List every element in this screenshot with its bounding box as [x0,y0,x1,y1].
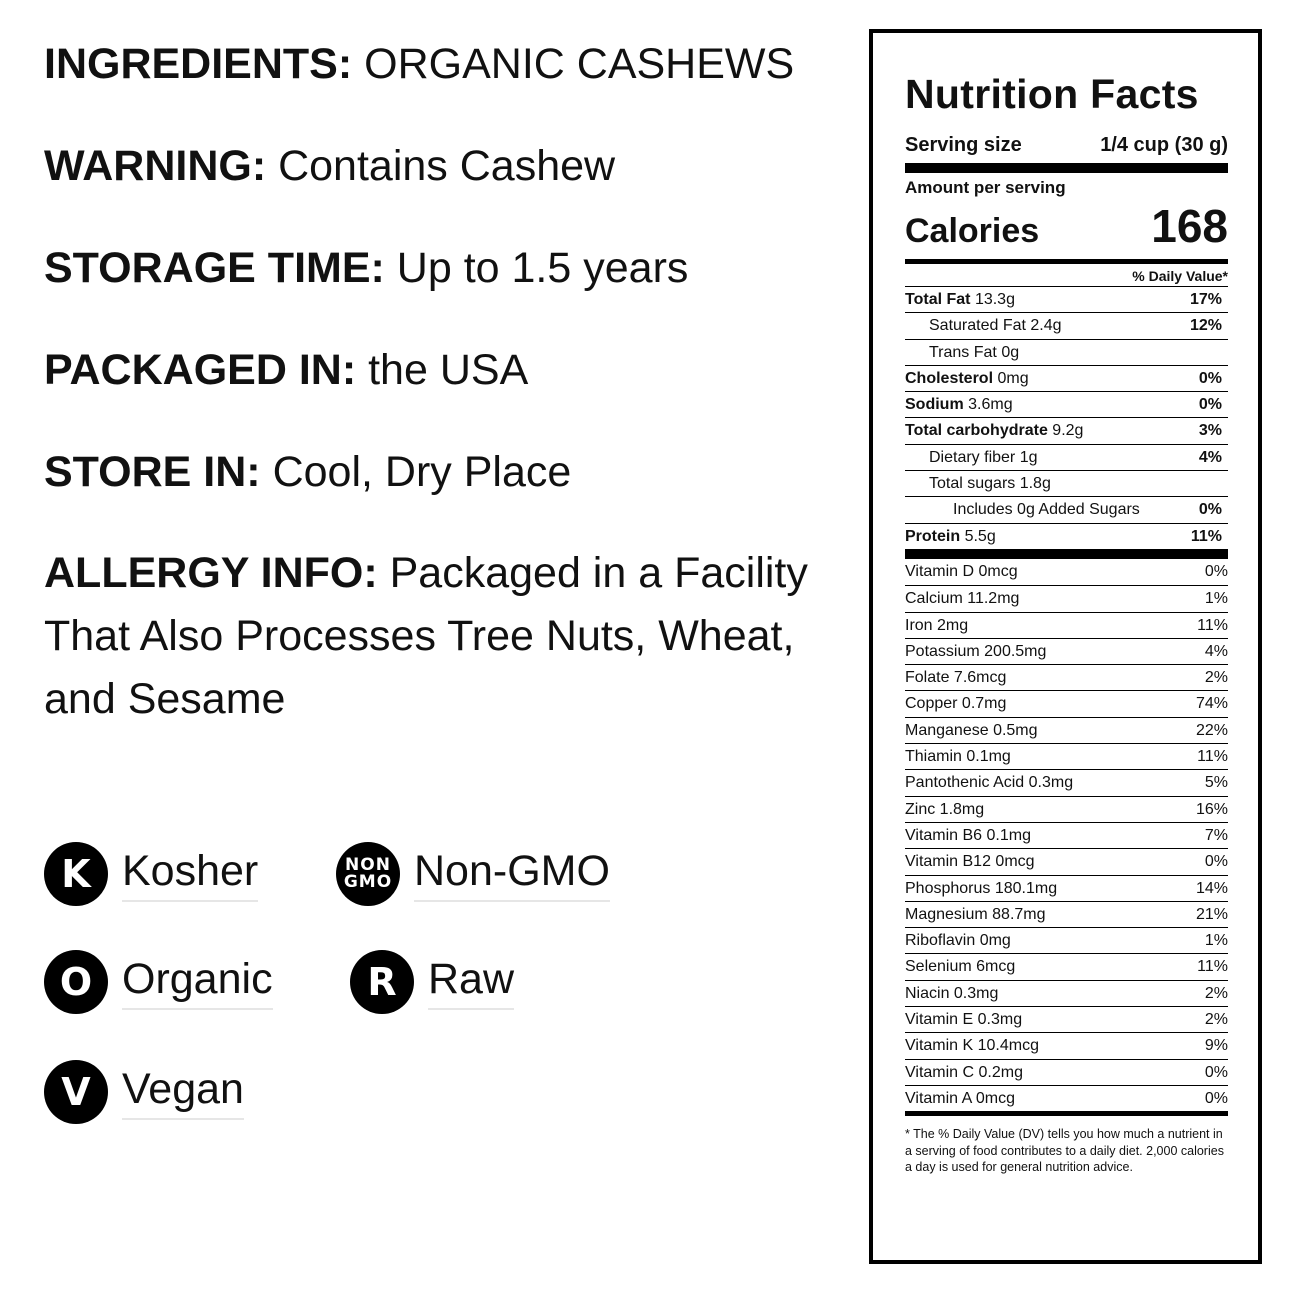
vitamin-list [905,559,1228,1111]
vitamin-name: Niacin 0.3mg [905,984,999,1002]
packaged-in-value: the USA [368,346,529,394]
store-in-line [44,446,844,498]
kosher-icon: K [44,842,108,906]
vitamin-dv: 9% [1204,1037,1228,1055]
store-in-label: STORE IN: [44,448,261,496]
vitamin-name: Iron 2mg [905,616,969,634]
vitamin-dv: 11% [1197,616,1228,634]
vitamin-name: Copper 0.7mg [905,695,1007,713]
badge-raw [350,950,514,1014]
nutrition-facts-content [905,33,1228,1176]
calories-row [905,199,1228,251]
vitamin-dv: 11% [1197,748,1228,766]
storage-time-line [44,242,844,294]
serving-size-value: 1/4 cup (30 g) [1100,134,1228,156]
raw-label: Raw [428,955,514,1010]
vitamin-row [905,822,1228,848]
nutrient-dv: 11% [1190,527,1222,545]
vitamin-row [905,1059,1228,1085]
vitamin-name: Manganese 0.5mg [905,721,1038,739]
vitamin-dv: 4% [1204,642,1228,660]
vitamins-divider [905,549,1228,559]
vitamin-row [905,638,1228,664]
nutrient-row-protein [905,523,1228,549]
vitamin-dv: 22% [1195,721,1228,739]
nutrient-dv [1222,471,1228,496]
organic-icon: O [44,950,108,1014]
nutrient-name: Includes 0g Added Sugars [953,501,1140,519]
nutrition-facts-panel [869,29,1262,1264]
warning-label: WARNING: [44,142,267,190]
vitamin-row [905,1032,1228,1058]
nutrient-name: Dietary fiber 1g [929,448,1038,466]
vitamin-name: Vitamin E 0.3mg [905,1011,1023,1029]
badge-vegan [44,1060,244,1124]
vitamin-row [905,559,1228,585]
nutrient-row-saturated-fat [905,312,1228,338]
nutrient-dv: 0% [1198,501,1222,519]
ingredients-label: INGREDIENTS: [44,40,353,88]
nutrient-name: Total Fat [905,291,971,308]
vitamin-row [905,848,1228,874]
vitamin-name: Thiamin 0.1mg [905,748,1011,766]
vitamin-name: Selenium 6mcg [905,958,1016,976]
nutrient-dv: 12% [1189,317,1222,335]
nutrient-row-total-fat [905,286,1228,312]
nutrition-facts-title: Nutrition Facts [905,71,1199,117]
nutrient-row-cholesterol [905,365,1228,391]
nutrient-row-total-sugars [905,470,1228,496]
nutrient-amount: 0mg [997,369,1029,387]
vitamin-row [905,690,1228,716]
ingredients-value: ORGANIC CASHEWS [364,40,795,88]
nutrient-name: Total carbohydrate [905,422,1048,440]
vitamin-name: Vitamin B12 0mcg [905,853,1035,871]
vitamin-name: Riboflavin 0mg [905,932,1011,950]
vitamin-row [905,585,1228,611]
vitamin-name: Magnesium 88.7mg [905,905,1046,923]
vitamin-name: Calcium 11.2mg [905,590,1020,608]
vitamin-name: Vitamin A 0mcg [905,1089,1015,1107]
vitamin-row [905,953,1228,979]
nutrient-amount: 13.3g [974,291,1015,308]
allergy-line-2: That Also Processes Tree Nuts, Wheat, [44,612,795,660]
vitamin-row [905,769,1228,795]
vitamin-dv: 11% [1197,958,1228,976]
vitamin-dv: 2% [1204,669,1228,687]
nutrient-name: Sodium [905,396,964,414]
warning-value: Contains Cashew [278,142,616,190]
nutrient-row-sodium [905,391,1228,417]
calories-label: Calories [905,212,1040,250]
vitamin-row [905,743,1228,769]
footnote-divider [905,1111,1228,1116]
badge-non-gmo [336,842,610,906]
vitamin-dv: 16% [1195,800,1228,818]
vitamin-dv: 21% [1195,905,1228,923]
nutrient-dv: 0% [1198,369,1222,387]
vitamin-name: Zinc 1.8mg [905,800,985,818]
vitamin-name: Phosphorus 180.1mg [905,879,1058,897]
vitamin-name: Vitamin C 0.2mg [905,1063,1023,1081]
amount-per-serving: Amount per serving [905,178,1066,197]
product-info [44,38,844,781]
ingredients-line [44,38,844,90]
non-gmo-icon [336,842,400,906]
store-in-value: Cool, Dry Place [272,448,572,496]
nutrient-name: Total sugars 1.8g [929,475,1051,493]
vitamin-name: Vitamin K 10.4mcg [905,1037,1039,1055]
nutrient-amount: 9.2g [1052,422,1084,440]
vitamin-dv: 5% [1204,774,1228,792]
packaged-in-line [44,344,844,396]
allergy-info [44,542,844,731]
nutrient-dv: 17% [1189,291,1222,308]
serving-size-row [905,131,1228,159]
badge-kosher [44,842,258,906]
vitamin-dv: 2% [1204,1011,1228,1029]
raw-icon: R [350,950,414,1014]
nutrient-name: Cholesterol [905,369,994,387]
vitamin-dv: 0% [1204,1089,1228,1107]
allergy-line-1: Packaged in a Facility [389,549,808,597]
calories-value: 168 [1151,200,1228,252]
vitamin-row [905,664,1228,690]
thick-divider [905,163,1228,173]
nutrient-dv [1222,340,1228,365]
vitamin-row [905,927,1228,953]
vitamin-dv: 1% [1204,590,1228,608]
nutrient-row-total-carbohydrate [905,417,1228,443]
vitamin-row [905,1006,1228,1032]
vitamin-row [905,796,1228,822]
nutrient-amount: 3.6mg [968,396,1013,414]
vegan-icon: V [44,1060,108,1124]
badge-organic [44,950,273,1014]
nutrient-amount: 5.5g [964,527,996,545]
nutrient-row-dietary-fiber [905,444,1228,470]
nutrient-dv: 0% [1198,396,1222,414]
storage-time-value: Up to 1.5 years [396,244,689,292]
daily-value-header: % Daily Value* [1132,268,1228,284]
vitamin-row [905,717,1228,743]
allergy-line-3: and Sesame [44,675,286,723]
warning-line [44,140,844,192]
vitamin-row [905,612,1228,638]
vitamin-dv: 2% [1204,984,1228,1002]
vitamin-dv: 0% [1204,1063,1228,1081]
vitamin-row [905,1085,1228,1111]
vitamin-dv: 1% [1204,932,1228,950]
vitamin-name: Vitamin D 0mcg [905,562,1018,580]
vitamin-name: Vitamin B6 0.1mg [905,826,1031,844]
kosher-label: Kosher [122,847,258,902]
packaged-in-label: PACKAGED IN: [44,346,357,394]
vitamin-name: Pantothenic Acid 0.3mg [905,774,1074,792]
vegan-label: Vegan [122,1065,244,1120]
vitamin-row [905,980,1228,1006]
organic-label: Organic [122,955,273,1010]
vitamin-name: Folate 7.6mcg [905,669,1007,687]
non-gmo-label: Non-GMO [414,847,610,902]
nutrient-name: Protein [905,527,961,545]
vitamin-row [905,875,1228,901]
vitamin-dv: 74% [1195,695,1228,713]
serving-size-label: Serving size [905,134,1022,156]
nutrient-dv: 4% [1198,448,1222,466]
daily-value-footnote: * The % Daily Value (DV) tells you how much a nutrient in a serving of food contributes to a daily diet. 2,000 calories a day is used for general nutrition advice. [905,1127,1224,1175]
vitamin-dv: 7% [1204,826,1228,844]
nutrient-name: Saturated Fat 2.4g [929,317,1062,335]
vitamin-dv: 14% [1195,879,1228,897]
non-gmo-icon-top: NON [345,855,391,875]
vitamin-row [905,901,1228,927]
non-gmo-icon-bottom: GMO [343,872,393,892]
vitamin-dv: 0% [1204,562,1228,580]
vitamin-dv: 0% [1204,853,1228,871]
nutrient-row-added-sugars [905,496,1228,522]
vitamin-name: Potassium 200.5mg [905,642,1047,660]
nutrient-dv: 3% [1198,422,1222,440]
allergy-label: ALLERGY INFO: [44,549,378,597]
storage-time-label: STORAGE TIME: [44,244,385,292]
nutrient-name: Trans Fat 0g [929,343,1020,361]
nutrient-row-trans-fat [905,339,1228,365]
